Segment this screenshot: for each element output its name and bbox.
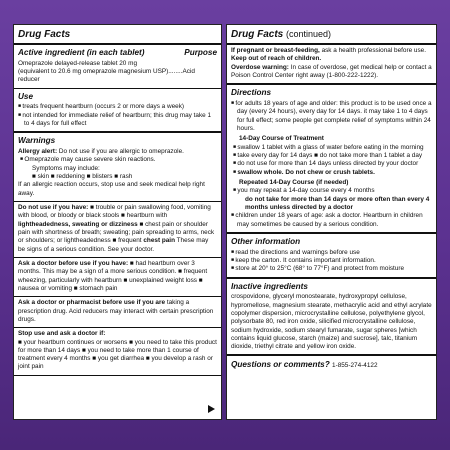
allergy-label: Allergy alert: [18,147,58,155]
active-heading: Active ingredient (in each tablet) [18,48,145,57]
do-not-use-text: ■ trouble or pain swallowing food, vomiting with blood, or bloody or black stools ■ heartburn with [18,203,211,220]
questions-label: Questions or comments? [231,360,330,370]
use-section [14,89,221,134]
ask-pharmacist-lead: Ask a doctor or pharmacist before use if you are [18,299,166,307]
skin-line: ■ Omeprazole may cause severe skin reactions. [18,156,217,164]
do-not-use-bold: lightheadedness, sweating or dizziness [18,220,138,228]
overdose-text: In case of overdose, get medical help or contact a Poison Control Center right away (1-800-222-1222). [231,63,432,79]
continue-arrow-icon [208,405,215,413]
continued-label: (continued) [286,29,332,39]
course-heading: 14-Day Course of Treatment [239,135,324,143]
directions-children: ■ children under 18 years of age: ask a doctor. Heartburn in children may sometimes be caused by a serious condition. [231,212,432,229]
warnings-heading: Warnings [18,136,56,146]
symptom-list: ■ skin ■ reddening ■ blisters ■ rash [32,172,133,180]
course-item: ■ swallow whole. Do not chew or crush tablets. [231,169,432,177]
ask-doctor-lead: Ask a doctor before use if you have: [18,259,129,267]
active-ingredient-section [14,45,221,89]
repeat-item: ■ you may repeat a 14-day course every 4 months [231,187,432,195]
do-not-use-lead: Do not use if you have: [18,203,89,211]
use-heading: Use [18,91,34,101]
stop-use-lead: Stop use and ask a doctor if: [18,330,106,338]
use-item: ■ treats frequent heartburn (occurs 2 or more days a week) [18,103,217,111]
panel-title: Drug Facts [14,25,221,45]
repeated-heading: Repeated 14-Day Course (if needed) [239,178,349,186]
pregnant-text: ask a health professional before use. [321,47,427,54]
directions-heading: Directions [231,88,272,98]
questions-section [227,356,436,375]
course-item: ■ take every day for 14 days ■ do not take more than 1 tablet a day [231,152,432,160]
do-not-use-text2: ■ chest pain or shoulder pain with shortness of breath; sweating; pain spreading to arms, neck or shoulders; or lightheadedness ■ frequent [18,220,215,245]
course-item: ■ swallow 1 tablet with a glass of water before eating in the morning [231,144,432,152]
ask-pharmacist-text: taking a prescription drug. Acid reducers may interact with certain prescription drugs. [18,299,214,323]
allergy-stop-text: If an allergic reaction occurs, stop use and seek medical help right away. [18,181,205,197]
panel-title-continued [227,25,436,45]
ask-pharmacist-section [14,297,221,328]
other-info-section [227,234,436,279]
drug-facts-panel-left [13,24,222,420]
other-heading: Other information [231,236,301,246]
course-item: ■ do not use for more than 14 days unless directed by your doctor [231,160,432,168]
repeat-warning: do not take for more than 14 days or more often than every 4 months unless directed by a doctor [245,195,430,211]
ask-doctor-section [14,258,221,297]
warnings-section [14,133,221,202]
panel-title-text: Drug Facts [231,29,284,40]
pregnant-lead: If pregnant or breast-feeding, [231,47,320,54]
keep-out-reach: Keep out of reach of children. [231,55,322,63]
stop-use-text: ■ your heartburn continues or worsens ■ you need to take this product for more than 14 days ■ you need to take more than 1 course of treatment every 4 months ■ you get diarrhea ■ you develop a rash or joint pain [18,338,217,371]
inactive-heading: Inactive ingredients [231,281,308,291]
drug-facts-panel-right [226,24,437,420]
active-line1: Omeprazole delayed-release tablet 20 mg [18,59,138,67]
do-not-use-bold2: chest pain [143,237,175,245]
do-not-use-section [14,202,221,258]
inactive-section [227,279,436,357]
directions-adults: ■ for adults 18 years of age and older: this product is to be used once a day (every 24 hours), every day for 14 days. it may take 1 to 4 days for full effect; some people get complete relief of symptoms within 24 hours. [231,100,432,133]
active-line2: (equivalent to 20.6 mg omeprazole magnesium USP)........Acid reducer [18,67,195,84]
pregnant-section [227,45,436,85]
purpose-heading: Purpose [184,48,217,57]
symptoms-label: Symptoms may include: [32,164,100,172]
use-item: ■ not intended for immediate relief of heartburn; this drug may take 1 to 4 days for full effect [18,112,217,129]
allergy-text: Do not use if you are allergic to omeprazole. [58,147,184,155]
directions-section [227,85,436,234]
inactive-text: crospovidone, glyceryl monostearate, hydroxypropyl cellulose, hypromellose, magnesium stearate, methacrylic acid and ethyl acrylate copolymer dispersion, microcrystalline cellulose, polyethylene glycol, polysorbate 80, red iron oxide, silicified microcrystalline cellulose, sodium hydroxide, sodium stearyl fumarate, sugar spheres [which contains liquid glucose, starch (maize) and sucrose], talc, titanium dioxide, triethyl citrate and yellow iron oxide. [231,293,432,351]
ask-doctor-text: ■ had heartburn over 3 months. This may be a sign of a more serious condition. ■ frequent wheezing, particularly with heartburn ■ unexplained weight loss ■ nausea or vomiting ■ stomach pain [18,259,208,292]
other-item: ■ store at 20° to 25°C (68° to 77°F) and protect from moisture [231,265,432,273]
other-item: ■ read the directions and warnings before use [231,249,432,257]
do-not-use-text3: These may be signs of a serious condition. See your doctor. [18,237,209,253]
overdose-label: Overdose warning: [231,63,289,71]
stop-use-section [14,328,221,376]
questions-phone: 1-855-274-4122 [332,362,378,370]
other-item: ■ keep the carton. It contains important information. [231,257,432,265]
